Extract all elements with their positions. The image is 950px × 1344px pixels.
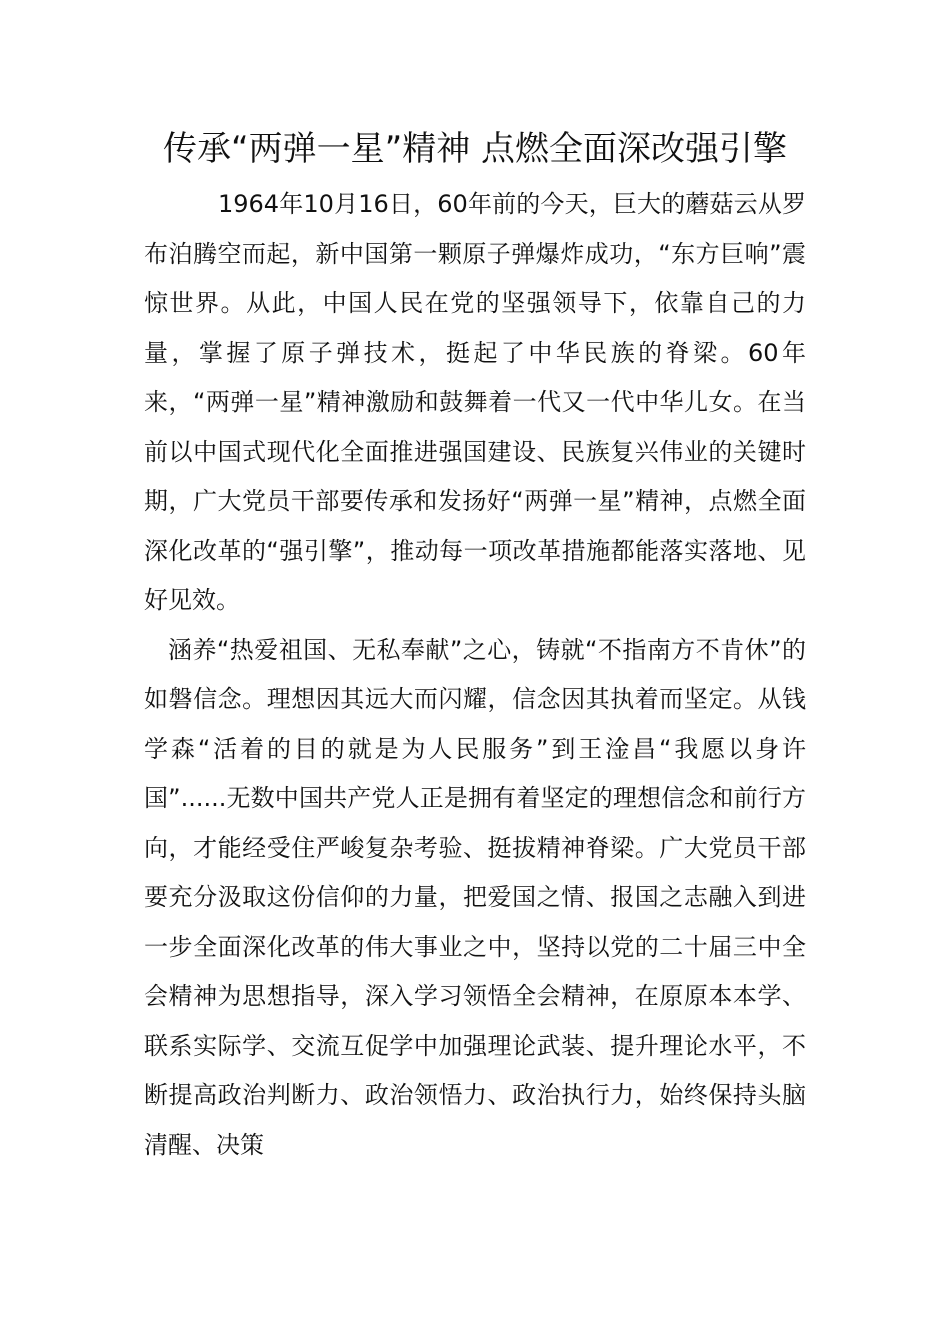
paragraph-1: 1964年10月16日，60年前的今天，巨大的蘑菇云从罗布泊腾空而起，新中国第一颗原子弹爆炸成功，“东方巨响”震惊世界。从此，中国人民在党的坚强领导下，依靠自己的力量，掌握了原子弹技术，挺起了中华民族的脊梁。60年来，“两弹一星”精神激励和鼓舞着一代又一代中华儿女。在当前以中国式现代化全面推进强国建设、民族复兴伟业的关键时期，广大党员干部要传承和发扬好“两弹一星”精神，点燃全面深化改革的“强引擎”，推动每一项改革措施都能落实落地、见好见效。 [144, 190, 806, 614]
paragraph-2: 涵养“热爱祖国、无私奉献”之心，铸就“不指南方不肯休”的如磐信念。理想因其远大而闪耀，信念因其执着而坚定。从钱学森“活着的目的就是为人民服务”到王淦昌“我愿以身许国”......无数中国共产党人正是拥有着坚定的理想信念和前行方向，才能经受住严峻复杂考验、挺拔精神脊梁。广大党员干部要充分汲取这份信仰的力量，把爱国之情、报国之志融入到进一步全面深化改革的伟大事业之中，坚持以党的二十届三中全会精神为思想指导，深入学习领悟全会精神，在原原本本学、联系实际学、交流互促学中加强理论武装、提升理论水平，不断提高政治判断力、政治领悟力、政治执行力，始终保持头脑清醒、决策 [144, 635, 806, 1159]
document-title: 传承“两弹一星”精神 点燃全面深改强引擎 [162, 129, 788, 169]
document-body [144, 180, 806, 1170]
